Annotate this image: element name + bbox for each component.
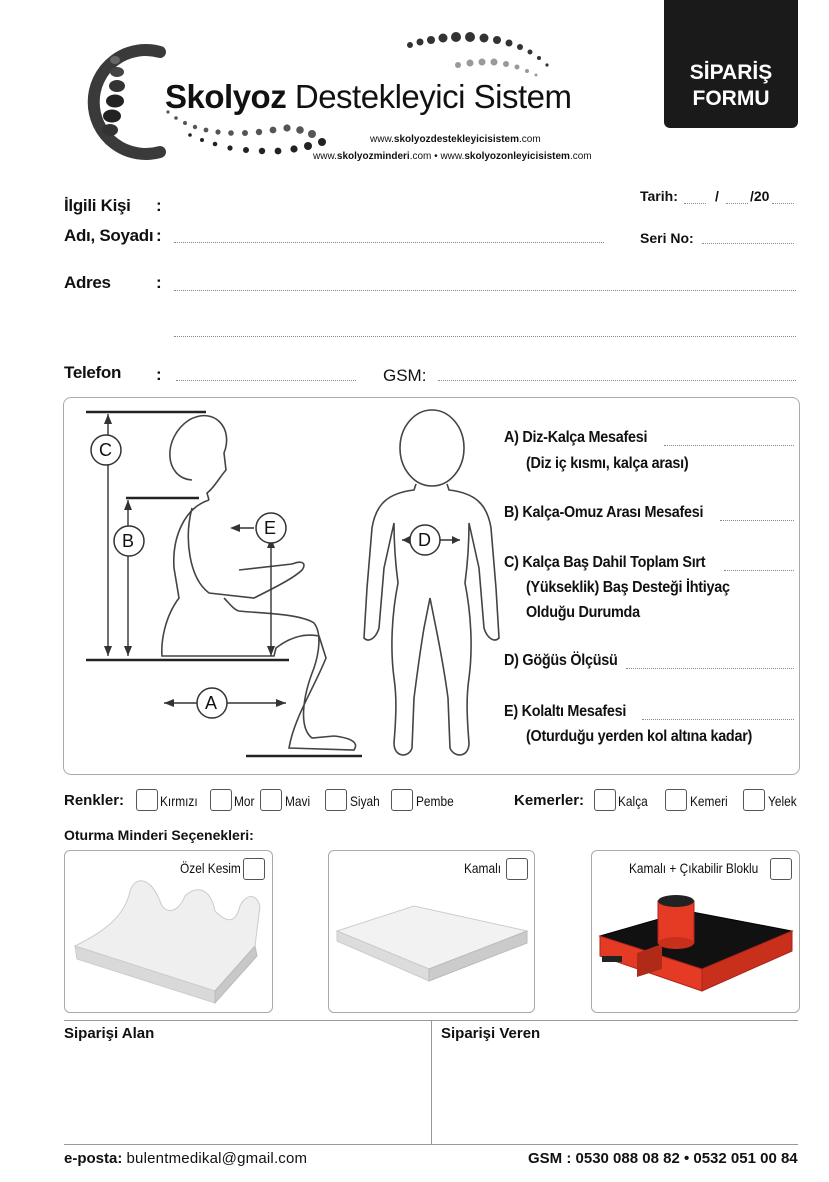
colon: : (156, 365, 162, 384)
name-field[interactable] (174, 242, 604, 243)
measure-e-title: E) Kolaltı Mesafesi (504, 703, 627, 720)
serial-label: Seri No: (640, 230, 694, 246)
belt-vest-checkbox[interactable] (743, 789, 765, 811)
order-receiver-label: Siparişi Alan (64, 1025, 155, 1042)
measure-d-field[interactable] (626, 668, 794, 669)
colon: : (156, 196, 162, 215)
phone-field[interactable] (176, 380, 356, 381)
name-surname-label: Adı, Soyadı (64, 226, 154, 245)
block-cushion-image (592, 851, 799, 1012)
signature-divider-vertical (431, 1020, 432, 1144)
belt-hip-checkbox[interactable] (594, 789, 616, 811)
date-year-field[interactable] (772, 203, 794, 204)
color-pink-label: Pembe (416, 793, 454, 809)
gsm-label: GSM: (383, 366, 427, 385)
cushion-custom-card[interactable] (64, 850, 273, 1013)
cushion-wedge-card[interactable] (328, 850, 535, 1013)
cushion-wedge-label: Kamalı (464, 860, 502, 876)
order-giver-signature-area[interactable] (433, 1048, 798, 1142)
email-label: e-posta: (64, 1150, 123, 1167)
belt-belt-label: Kemeri (690, 793, 728, 809)
brand-name-rest: Destekleyici Sistem (294, 78, 572, 115)
marker-b: B (122, 531, 135, 551)
order-giver-label: Siparişi Veren (441, 1025, 541, 1042)
cushion-custom-label: Özel Kesim (180, 860, 241, 876)
date-month-field[interactable] (726, 203, 748, 204)
gsm-footer-value: 0530 088 08 82 • 0532 051 00 84 (575, 1150, 798, 1167)
color-blue-label: Mavi (285, 793, 311, 809)
cushion-options-title: Oturma Minderi Seçenekleri: (64, 827, 254, 843)
marker-e: E (264, 518, 277, 538)
marker-d: D (418, 530, 431, 550)
measure-a-sub: (Diz iç kısmı, kalça arası) (526, 455, 689, 472)
measure-c-field[interactable] (724, 570, 794, 571)
date-year-prefix: /20 (750, 188, 770, 204)
belt-hip-label: Kalça (618, 793, 648, 809)
belts-label: Kemerler: (514, 792, 585, 809)
color-red-label: Kırmızı (160, 793, 198, 809)
measure-e-sub: (Oturduğu yerden kol altına kadar) (526, 728, 753, 745)
gsm-footer-label: GSM : (528, 1150, 572, 1167)
color-purple-checkbox[interactable] (210, 789, 232, 811)
date-day-field[interactable] (684, 203, 706, 204)
measure-e-field[interactable] (642, 719, 794, 720)
color-black-checkbox[interactable] (325, 789, 347, 811)
color-blue-checkbox[interactable] (260, 789, 282, 811)
email-value[interactable]: bulentmedikal@gmail.com (126, 1150, 308, 1167)
color-red-checkbox[interactable] (136, 789, 158, 811)
belt-vest-label: Yelek (768, 793, 797, 809)
address-field-2[interactable] (174, 336, 796, 337)
color-black-label: Siyah (350, 793, 380, 809)
wedge-cushion-image (329, 851, 534, 1012)
marker-c: C (99, 440, 112, 460)
footer-divider (64, 1144, 798, 1145)
date-sep: / (715, 188, 719, 204)
measure-c-title: C) Kalça Baş Dahil Toplam Sırt (504, 554, 706, 571)
color-pink-checkbox[interactable] (391, 789, 413, 811)
measure-b-title: B) Kalça-Omuz Arası Mesafesi (504, 504, 704, 521)
date-label: Tarih: (640, 188, 678, 204)
serial-field[interactable] (702, 243, 794, 244)
color-purple-label: Mor (234, 793, 255, 809)
cushion-block-card[interactable] (591, 850, 800, 1013)
footer-email (64, 1150, 307, 1167)
badge-line-1: SİPARİŞ (689, 61, 773, 84)
cushion-block-label: Kamalı + Çıkabilir Bloklu (629, 860, 759, 876)
measure-c-sub1: (Yükseklik) Baş Desteği İhtiyaç (526, 579, 730, 596)
order-receiver-signature-area[interactable] (64, 1048, 430, 1142)
website-url-2: www.skolyozminderi.com • www.skolyozonleyicisistem.com (313, 151, 592, 162)
marker-a: A (205, 693, 218, 713)
measure-d-title: D) Göğüs Ölçüsü (504, 652, 618, 669)
measure-a-title: A) Diz-Kalça Mesafesi (504, 429, 648, 446)
colon: : (156, 226, 162, 245)
colon: : (156, 273, 162, 292)
measure-b-field[interactable] (720, 520, 794, 521)
footer-gsm (528, 1150, 798, 1167)
custom-cut-cushion-image (65, 851, 272, 1012)
related-person-label: İlgili Kişi (64, 196, 131, 215)
measure-c-sub2: Olduğu Durumda (526, 604, 640, 621)
address-label: Adres (64, 273, 111, 292)
colors-label: Renkler: (64, 792, 125, 809)
address-field-1[interactable] (174, 290, 796, 291)
badge-line-2: FORMU (692, 87, 770, 110)
gsm-field[interactable] (438, 380, 796, 381)
phone-label: Telefon (64, 363, 122, 382)
brand-name-bold: Skolyoz (165, 78, 287, 115)
website-url-1: www.skolyozdestekleyicisistem.com (370, 134, 541, 145)
order-form-badge (664, 0, 798, 128)
belt-belt-checkbox[interactable] (665, 789, 687, 811)
measure-a-field[interactable] (664, 445, 794, 446)
